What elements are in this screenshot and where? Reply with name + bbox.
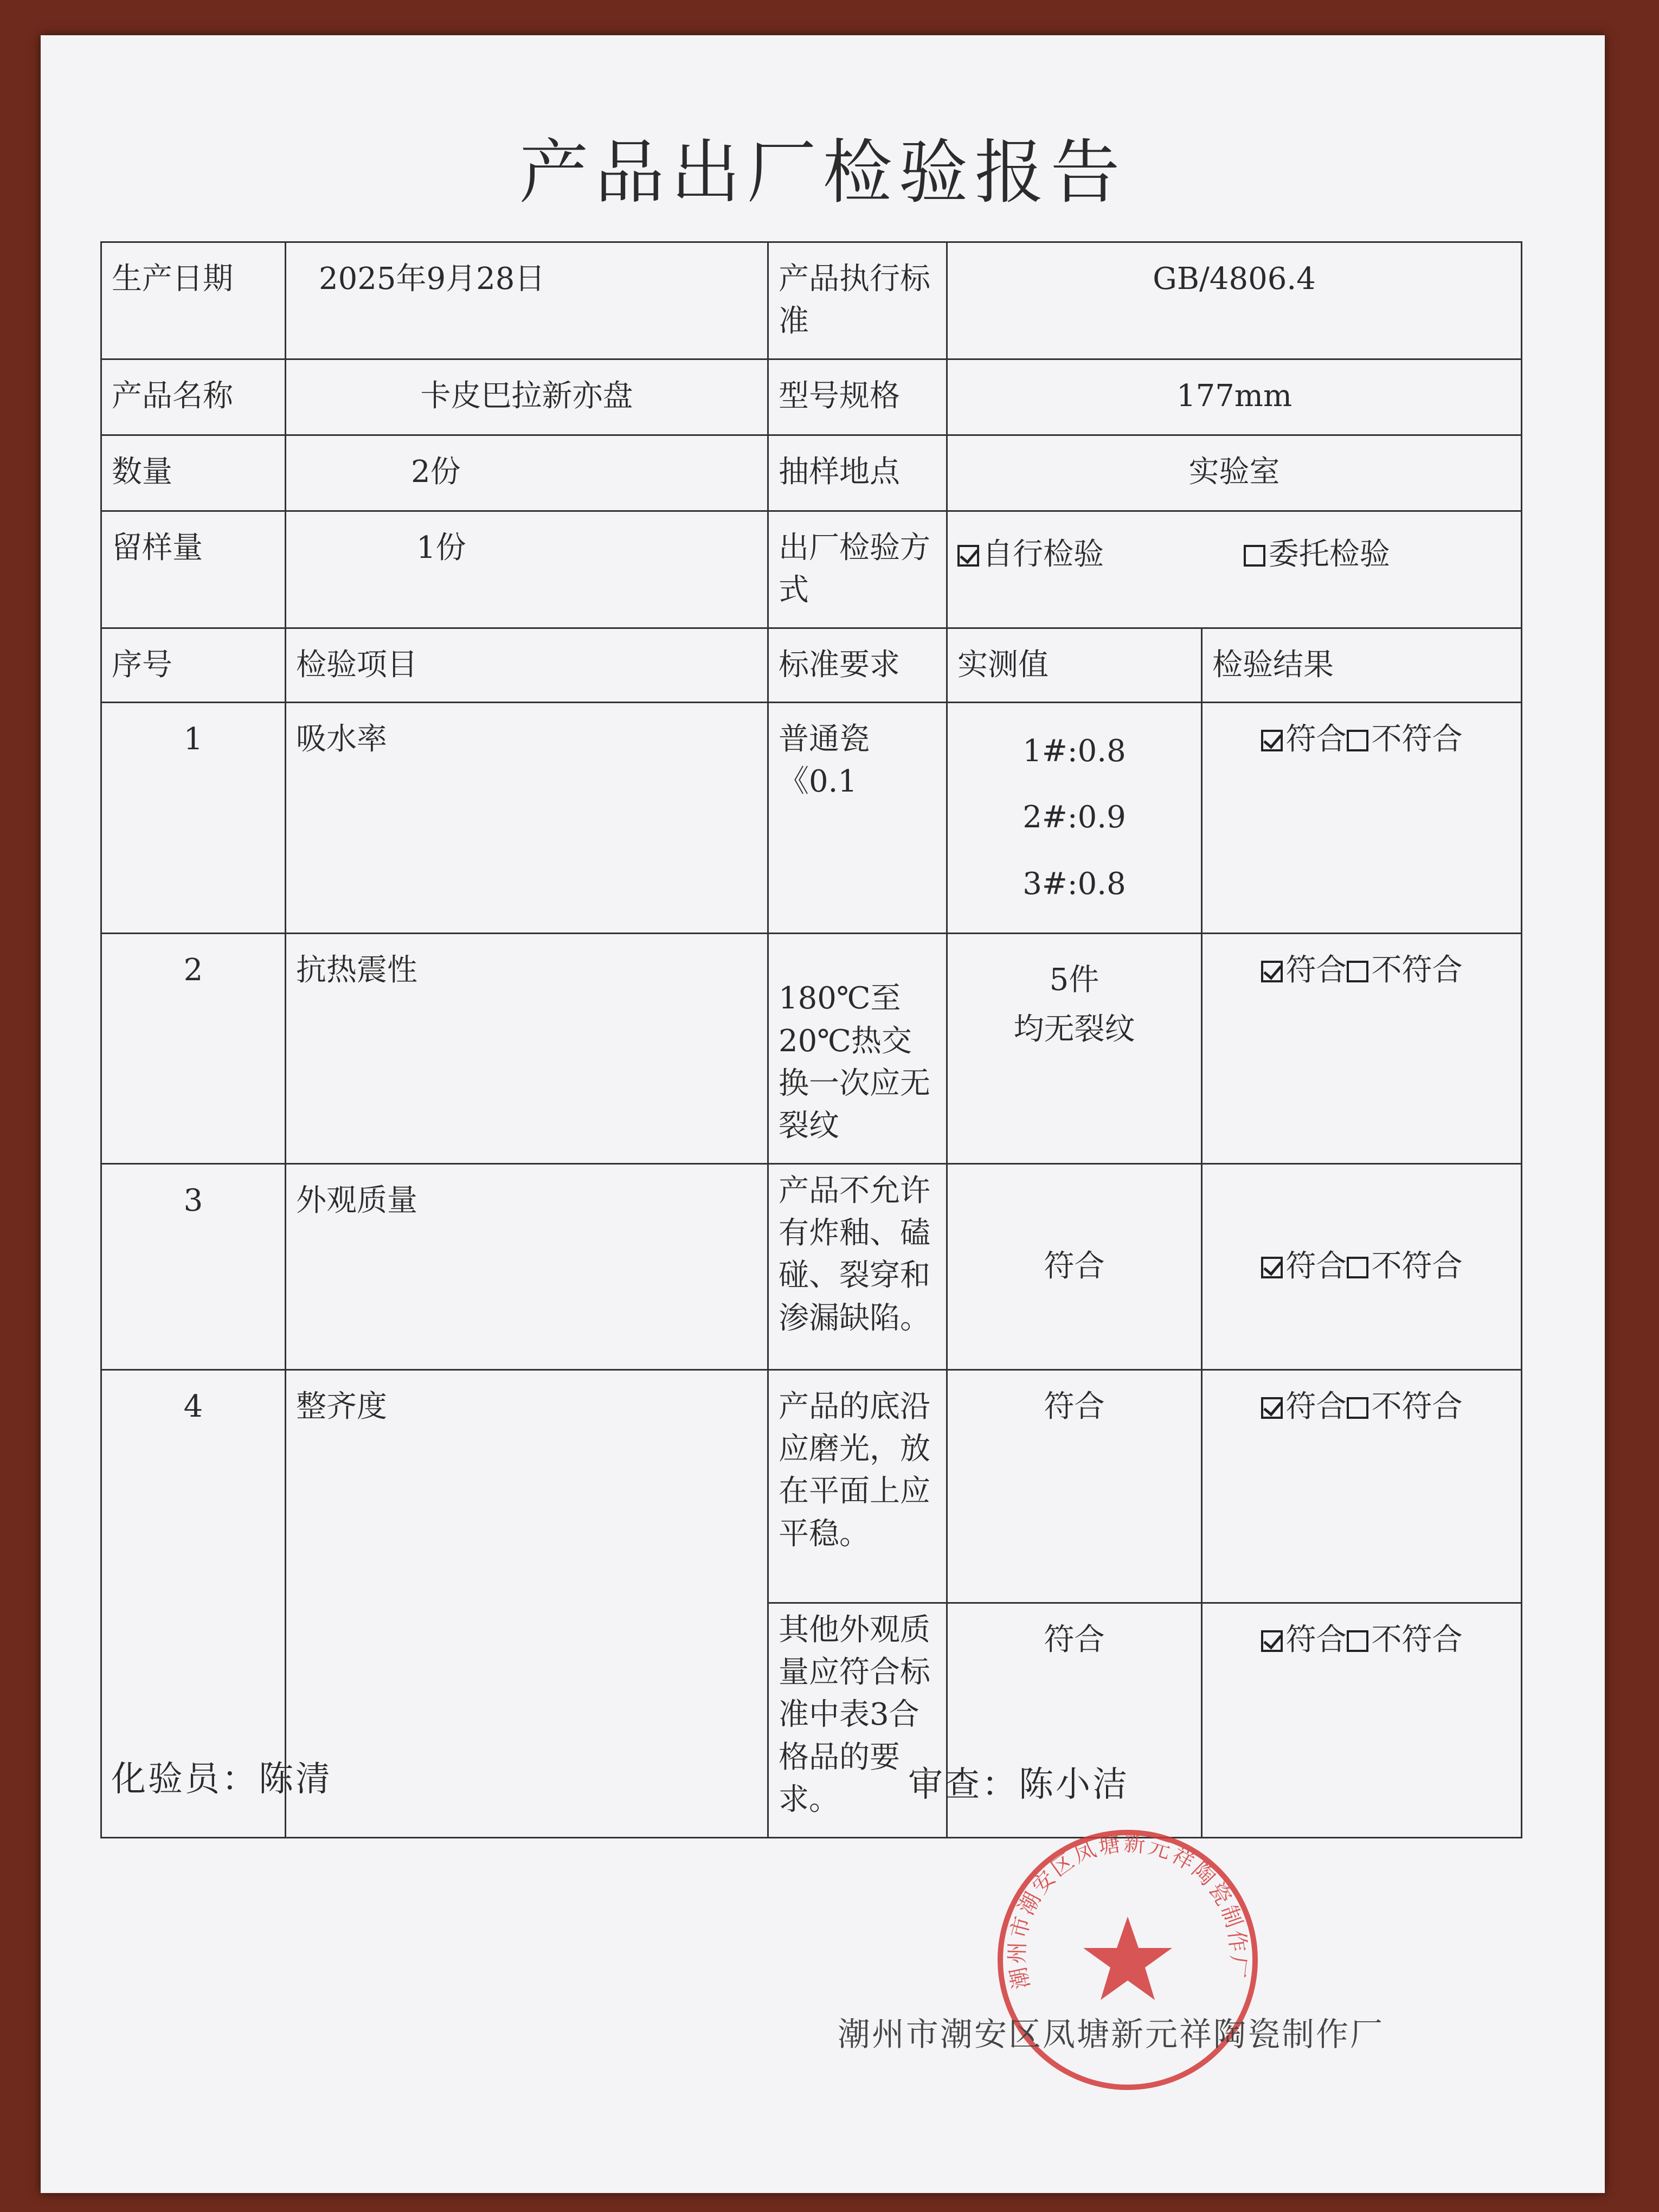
checkbox-checked-icon[interactable] bbox=[1261, 961, 1283, 982]
measured-value: 均无裂纹 bbox=[1013, 1011, 1135, 1047]
checkbox-checked-icon[interactable] bbox=[1261, 1630, 1283, 1652]
reviewer-line bbox=[908, 1757, 1129, 1806]
checkbox-checked-icon[interactable] bbox=[957, 545, 979, 567]
row-index: 3 bbox=[101, 1163, 286, 1369]
measured-value: 2#:0.9 bbox=[1023, 800, 1126, 835]
row-requirement: 普通瓷《0.1 bbox=[768, 702, 947, 933]
header-item: 检验项目 bbox=[286, 628, 768, 702]
info-row-date bbox=[101, 242, 1522, 359]
quantity-label: 数量 bbox=[101, 435, 286, 511]
checkbox-checked-icon[interactable] bbox=[1261, 1257, 1283, 1278]
product-name-label: 产品名称 bbox=[101, 359, 286, 435]
production-date-value: 2025年9月28日 bbox=[286, 242, 768, 359]
measured-value: 5件 bbox=[1049, 962, 1099, 998]
header-index: 序号 bbox=[101, 628, 286, 702]
document-paper bbox=[41, 35, 1605, 2193]
measured-value: 符合 bbox=[1044, 1622, 1105, 1657]
row-measured bbox=[947, 702, 1202, 933]
row-requirement: 180℃至20℃热交换一次应无裂纹 bbox=[768, 934, 947, 1164]
checkbox-empty-icon[interactable] bbox=[1347, 1257, 1368, 1278]
sampling-value: 实验室 bbox=[947, 435, 1522, 511]
row-index: 1 bbox=[101, 702, 286, 933]
info-row-product bbox=[101, 359, 1522, 435]
pass-label: 符合 bbox=[1285, 1388, 1347, 1424]
row-index: 2 bbox=[101, 934, 286, 1164]
row-measured bbox=[947, 1163, 1202, 1369]
reviewer-name: 陈小洁 bbox=[1019, 1765, 1129, 1805]
table-row bbox=[101, 934, 1522, 1164]
checkbox-checked-icon[interactable] bbox=[1261, 730, 1283, 751]
row-requirement: 产品的底沿应磨光，放在平面上应平稳。 bbox=[768, 1369, 947, 1603]
retained-value: 1份 bbox=[286, 511, 768, 628]
standard-value: GB/4806.4 bbox=[947, 242, 1522, 359]
row-result bbox=[1202, 1163, 1522, 1369]
info-row-method bbox=[101, 511, 1522, 628]
inspector-name: 陈清 bbox=[259, 1759, 332, 1799]
checkbox-empty-icon[interactable] bbox=[1244, 545, 1265, 567]
model-value: 177mm bbox=[947, 359, 1522, 435]
row-requirement: 其他外观质量应符合标准中表3合格品的要求。 bbox=[768, 1603, 947, 1837]
checkbox-empty-icon[interactable] bbox=[1347, 961, 1368, 982]
seal-star-icon bbox=[1083, 1917, 1172, 2000]
row-item: 外观质量 bbox=[286, 1163, 768, 1369]
fail-label: 不符合 bbox=[1371, 953, 1463, 988]
fail-label: 不符合 bbox=[1371, 1622, 1463, 1657]
standard-label: 产品执行标准 bbox=[768, 242, 947, 359]
inspector-label: 化验员： bbox=[111, 1759, 259, 1799]
row-index: 4 bbox=[101, 1369, 286, 1837]
header-result: 检验结果 bbox=[1202, 628, 1522, 702]
row-item: 整齐度 bbox=[286, 1369, 768, 1837]
model-label: 型号规格 bbox=[768, 359, 947, 435]
method-label: 出厂检验方式 bbox=[768, 511, 947, 628]
method-self-option[interactable] bbox=[957, 537, 1104, 572]
table-row bbox=[101, 1163, 1522, 1369]
retained-label: 留样量 bbox=[101, 511, 286, 628]
fail-label: 不符合 bbox=[1371, 721, 1463, 757]
measured-value: 1#:0.8 bbox=[1023, 733, 1126, 769]
quantity-value: 2份 bbox=[286, 435, 768, 511]
method-options bbox=[947, 511, 1522, 628]
product-name-value: 卡皮巴拉新亦盘 bbox=[286, 359, 768, 435]
row-result bbox=[1202, 934, 1522, 1164]
pass-label: 符合 bbox=[1285, 953, 1347, 988]
row-item: 抗热震性 bbox=[286, 934, 768, 1164]
info-row-quantity bbox=[101, 435, 1522, 511]
pass-label: 符合 bbox=[1285, 721, 1347, 757]
header-requirement: 标准要求 bbox=[768, 628, 947, 702]
row-result bbox=[1202, 1603, 1522, 1837]
pass-label: 符合 bbox=[1285, 1248, 1347, 1284]
row-measured bbox=[947, 1369, 1202, 1603]
row-result bbox=[1202, 702, 1522, 933]
checkbox-empty-icon[interactable] bbox=[1347, 1630, 1368, 1652]
measured-value: 符合 bbox=[1044, 1388, 1105, 1424]
seal-text: 潮州市潮安区凤塘新元祥陶瓷制作厂 bbox=[1005, 1831, 1251, 1991]
measured-value: 3#:0.8 bbox=[1023, 866, 1126, 902]
header-row bbox=[101, 628, 1522, 702]
inspector-line bbox=[111, 1751, 332, 1801]
company-name: 潮州市潮安区凤塘新元祥陶瓷制作厂 bbox=[838, 2016, 1384, 2054]
measured-value: 符合 bbox=[1044, 1248, 1105, 1284]
method-entrust-option[interactable] bbox=[1244, 537, 1390, 572]
method-self-label: 自行检验 bbox=[982, 536, 1104, 572]
pass-label: 符合 bbox=[1285, 1622, 1347, 1657]
checkbox-empty-icon[interactable] bbox=[1347, 1397, 1368, 1419]
checkbox-empty-icon[interactable] bbox=[1347, 730, 1368, 751]
report-table bbox=[100, 241, 1522, 1838]
row-measured bbox=[947, 934, 1202, 1164]
fail-label: 不符合 bbox=[1371, 1388, 1463, 1424]
sampling-label: 抽样地点 bbox=[768, 435, 947, 511]
fail-label: 不符合 bbox=[1371, 1248, 1463, 1284]
table-row bbox=[101, 702, 1522, 933]
method-entrust-label: 委托检验 bbox=[1268, 536, 1390, 572]
row-requirement: 产品不允许有炸釉、磕碰、裂穿和渗漏缺陷。 bbox=[768, 1163, 947, 1369]
row-item: 吸水率 bbox=[286, 702, 768, 933]
checkbox-checked-icon[interactable] bbox=[1261, 1397, 1283, 1419]
header-measured: 实测值 bbox=[947, 628, 1202, 702]
row-result bbox=[1202, 1369, 1522, 1603]
table-row bbox=[101, 1369, 1522, 1603]
production-date-label: 生产日期 bbox=[101, 242, 286, 359]
reviewer-label: 审查： bbox=[908, 1765, 1019, 1805]
report-title: 产品出厂检验报告 bbox=[519, 132, 1127, 213]
